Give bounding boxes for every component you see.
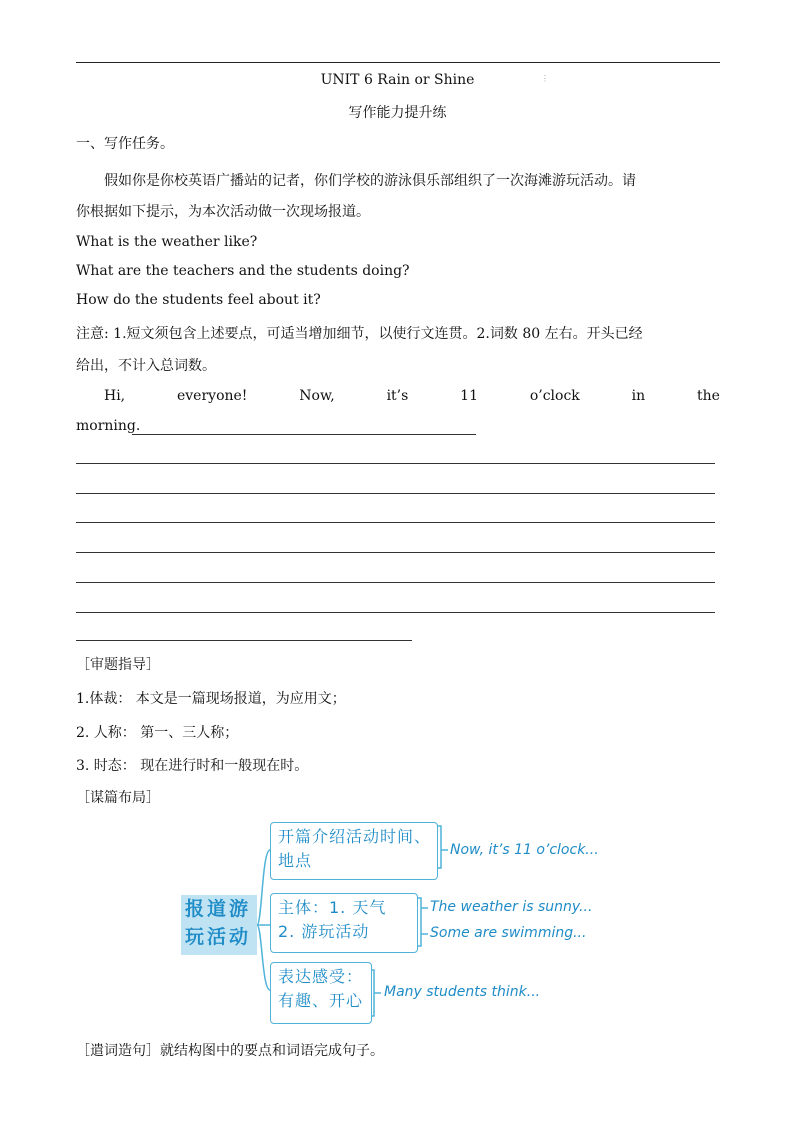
stray-mark: ⋮ (541, 74, 549, 83)
mindmap-box-text: 2. 游玩活动 (278, 922, 370, 941)
question-2: What are the teachers and the students doing? (76, 263, 410, 279)
prompt-line-2: 你根据如下提示，为本次活动做一次现场报道。 (76, 204, 370, 220)
mindmap-root-line: 玩活动 (185, 926, 252, 948)
mindmap-box-text: 地点 (278, 851, 313, 870)
guide-title: ［审题指导］ (76, 657, 160, 673)
guide-item: 2. 人称： 第一、三人称； (76, 725, 239, 741)
mindmap-root (181, 895, 257, 955)
opening-word: Hi, (104, 388, 126, 404)
mindmap-note: Many students think... (384, 984, 541, 1000)
mindmap-box-text: 表达感受： (278, 967, 364, 986)
opening-word: 11 (460, 388, 478, 404)
guide-item: 1.体裁： 本文是一篇现场报道，为应用文； (76, 691, 346, 707)
opening-word: in (631, 388, 646, 404)
opening-word: the (696, 388, 720, 404)
question-1: What is the weather like? (76, 234, 258, 250)
opening-word: everyone! (176, 388, 248, 404)
mindmap-box-text: 主体：1. 天气 (278, 898, 387, 917)
mindmap-box-text: 开篇介绍活动时间、 (278, 827, 432, 846)
mindmap-box-text: 有趣、开心 (278, 991, 364, 1010)
opening-line-2: morning. (76, 418, 141, 434)
mindmap-root-line: 报道游 (185, 898, 252, 920)
prompt-line-1: 假如你是你校英语广播站的记者，你们学校的游泳俱乐部组织了一次海滩游玩活动。请 (104, 173, 636, 189)
note-line-2: 给出，不计入总词数。 (76, 358, 216, 374)
worksheet-subtitle: 写作能力提升练 (348, 105, 447, 121)
mindmap-box-opening (270, 822, 438, 880)
opening-word: o’clock (529, 388, 580, 404)
mindmap-box-body (270, 893, 418, 953)
unit-title: UNIT 6 Rain or Shine (320, 72, 475, 88)
mindmap-box-feelings (270, 962, 372, 1024)
layout-title: ［谋篇布局］ (76, 790, 160, 806)
mindmap-note: Now, it’s 11 o’clock... (450, 842, 599, 858)
mindmap-note: The weather is sunny... (430, 899, 593, 915)
opening-word: it’s (386, 388, 409, 404)
question-3: How do the students feel about it? (76, 292, 321, 308)
section-label: 一、写作任务。 (76, 136, 174, 152)
guide-item: 3. 时态： 现在进行时和一般现在时。 (76, 758, 309, 774)
mindmap-note: Some are swimming... (430, 925, 587, 941)
opening-word: Now, (299, 388, 335, 404)
sentence-section-title: ［遣词造句］就结构图中的要点和词语完成句子。 (76, 1043, 384, 1059)
note-line-1: 注意: 1.短文须包含上述要点，可适当增加细节，以使行文连贯。2.词数 80 左右。开头已经 (76, 326, 643, 342)
